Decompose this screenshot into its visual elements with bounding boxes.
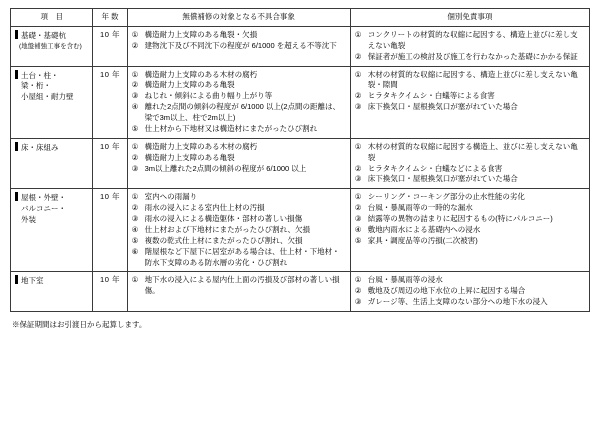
list-text: 室内への雨漏り [144, 192, 198, 202]
list-number: ③ [354, 102, 362, 112]
list-item [132, 247, 346, 269]
list-item [355, 225, 585, 236]
list-item [355, 214, 585, 225]
category-line: 床・床組み [15, 142, 88, 154]
category-line: 地下室 [15, 275, 88, 287]
list-text: 台風・暴風雨等の一時的な漏水 [367, 203, 473, 213]
list-number: ① [354, 275, 362, 285]
list-number: ① [131, 275, 139, 285]
list-item [355, 164, 585, 175]
list-text: 床下換気口・屋根換気口が塞がれていた場合 [367, 102, 518, 112]
list-text: 床下換気口・屋根換気口が塞がれていた場合 [367, 174, 518, 184]
list-number: ② [354, 163, 362, 173]
exclusions-list [355, 70, 585, 114]
list-text: 仕上材および下地材にまたがったひび割れ、欠損 [144, 224, 311, 234]
list-item [132, 124, 346, 135]
list-item [132, 153, 346, 164]
category-line: 梁・桁・ [21, 81, 51, 91]
list-item [132, 41, 346, 52]
row-defects-cell [127, 66, 350, 138]
list-item [132, 275, 346, 297]
list-text: ガレージ等、生活上支障のない部分への地下水の浸入 [367, 297, 548, 307]
table-row [11, 189, 590, 272]
column-header-defects: 無償補修の対象となる不具合事象 [127, 9, 350, 27]
list-text: 台風・暴風雨等の浸水 [367, 275, 443, 285]
list-item [355, 203, 585, 214]
list-number: ④ [354, 224, 362, 234]
category-line: バルコニー・ [21, 204, 66, 214]
list-number: ② [131, 40, 139, 50]
list-item [355, 52, 585, 63]
row-category-cell [11, 26, 93, 66]
list-text: 建物沈下及び不同沈下の程度が 6/1000 を超える不等沈下 [144, 40, 337, 50]
list-item [132, 80, 346, 91]
list-text: 構造耐力上支障のある亀裂 [144, 80, 235, 90]
list-text: 敷地内雨水による基礎内への浸水 [367, 224, 481, 234]
row-exclusions-cell [350, 189, 589, 272]
list-text: 家具・調度品等の汚損(二次被害) [367, 235, 478, 245]
row-years-cell: 10 年 [93, 272, 127, 312]
list-number: ③ [354, 174, 362, 184]
list-item [132, 30, 346, 41]
list-text: 構造耐力上支障のある木材の腐朽 [144, 69, 258, 79]
list-item [355, 236, 585, 247]
list-text: ねじれ・傾斜による曲り幅り上がり等 [144, 91, 273, 101]
list-number: ② [131, 203, 139, 213]
list-text: 離れた2点間の傾斜の程度が 6/1000 以上(2点間の距離は、梁で3m以上、柱で2m以上) [144, 102, 341, 122]
category-line: 屋根・外壁・ [15, 192, 88, 204]
category-line: 土台・柱・ [15, 70, 88, 82]
exclusions-list [355, 192, 585, 246]
column-header-years: 年 数 [93, 9, 127, 27]
row-years-cell: 10 年 [93, 189, 127, 272]
list-number: ① [354, 29, 362, 39]
list-number: ① [354, 192, 362, 202]
category-line: 小屋組・耐力壁 [21, 92, 74, 102]
list-text: シーリング・コーキング部分の止水性能の劣化 [367, 192, 525, 202]
list-text: 木材の材質的な収縮に起因する構造上、並びに差し支えない亀裂 [367, 141, 578, 162]
list-item [355, 192, 585, 203]
row-category-cell [11, 189, 93, 272]
defects-list [132, 142, 346, 175]
list-number: ② [354, 91, 362, 101]
table-header [11, 9, 590, 27]
list-text: 敷地及び周辺の地下水位の上昇に起因する場合 [367, 286, 526, 296]
row-category-cell [11, 66, 93, 138]
list-text: 3m以上離れた2点間の傾斜の程度が 6/1000 以上 [144, 163, 307, 173]
list-text: 木材の材質的な収縮に起因する、構造上並びに差し支えない亀裂・隙間 [367, 69, 578, 90]
row-defects-cell [127, 189, 350, 272]
list-number: ① [131, 192, 139, 202]
list-text: 仕上材から下地材又は構造材にまたがったひび割れ [144, 123, 318, 133]
list-number: ① [354, 69, 362, 79]
list-number: ③ [131, 91, 139, 101]
list-item [355, 70, 585, 92]
row-defects-cell [127, 272, 350, 312]
row-category-cell [11, 272, 93, 312]
category-note: (地盤補強工事を含む) [19, 42, 82, 50]
list-number: ⑤ [131, 123, 139, 133]
list-number: ② [354, 203, 362, 213]
list-number: ④ [131, 102, 139, 112]
list-text: 雨水の浸入による構造躯体・部材の著しい損傷 [144, 214, 303, 223]
list-item [132, 164, 346, 175]
list-number: ④ [131, 224, 139, 234]
footnote: ※保証期間はお引渡日から起算します。 [12, 320, 147, 329]
list-number: ③ [354, 214, 362, 223]
list-item [355, 174, 585, 185]
list-text: コンクリートの材質的な収縮に起因する、構造上並びに差し支えない亀裂 [367, 29, 578, 50]
table-row [11, 26, 590, 66]
list-text: 階屋根など下屋下に居室がある場合は、仕上材・下地材・防水下支障のある防水層の劣化・ひび割れ [144, 246, 340, 267]
list-item [355, 275, 585, 286]
category-line: 基礎・基礎杭 [15, 30, 88, 42]
row-years-cell: 10 年 [93, 138, 127, 189]
exclusions-list [355, 142, 585, 186]
defects-list [132, 70, 346, 135]
list-number: ③ [131, 163, 139, 173]
list-number: ② [354, 51, 362, 61]
list-item [355, 297, 585, 308]
list-text: 結露等の異物の詰まりに起因するもの(特にパルコニー) [367, 214, 553, 223]
list-item [355, 91, 585, 102]
list-item [132, 203, 346, 214]
list-text: 雨水の浸入による室内仕上材の汚損 [144, 203, 265, 213]
list-number: ③ [131, 214, 139, 223]
list-item [132, 214, 346, 225]
list-item [355, 30, 585, 52]
list-item [355, 142, 585, 164]
list-item [132, 225, 346, 236]
list-number: ① [354, 141, 362, 151]
table-header-row [11, 9, 590, 27]
list-item [132, 236, 346, 247]
row-exclusions-cell [350, 66, 589, 138]
table-row [11, 66, 590, 138]
list-number: ② [354, 286, 362, 296]
list-number: ① [131, 29, 139, 39]
list-text: 構造耐力上支障のある亀裂・欠損 [144, 29, 258, 39]
row-exclusions-cell [350, 26, 589, 66]
defects-list [132, 30, 346, 52]
list-text: ヒラタキクイムシ・白蟻などによる食害 [367, 163, 503, 173]
category-line: 外装 [21, 215, 36, 224]
list-item [132, 102, 346, 124]
column-header-category: 項 目 [11, 9, 93, 27]
list-item [132, 91, 346, 102]
defects-list [132, 275, 346, 297]
table-row [11, 138, 590, 189]
list-text: 構造耐力上支障のある亀裂 [144, 152, 235, 162]
row-exclusions-cell [350, 272, 589, 312]
list-item [132, 70, 346, 81]
list-number: ⑥ [131, 246, 139, 256]
list-number: ③ [354, 297, 362, 307]
exclusions-list [355, 30, 585, 63]
list-number: ⑤ [131, 235, 139, 245]
list-number: ⑤ [354, 235, 362, 245]
list-number: ② [131, 80, 139, 90]
list-item [355, 286, 585, 297]
list-text: 保証者が施工の検討及び施工を行わなかった基礎にかかる保証 [367, 51, 578, 61]
defects-list [132, 192, 346, 268]
exclusions-list [355, 275, 585, 308]
row-years-cell: 10 年 [93, 66, 127, 138]
list-item [355, 102, 585, 113]
list-item [132, 142, 346, 153]
list-text: 構造耐力上支障のある木材の腐朽 [144, 141, 258, 151]
row-defects-cell [127, 138, 350, 189]
list-number: ① [131, 69, 139, 79]
row-defects-cell [127, 26, 350, 66]
column-header-exclusions: 個別免責事項 [350, 9, 589, 27]
table-body [11, 26, 590, 311]
table-row [11, 272, 590, 312]
list-item [132, 192, 346, 203]
list-text: 地下水の浸入による屋内仕上面の汚損及び部材の著しい損傷。 [144, 275, 340, 296]
row-years-cell: 10 年 [93, 26, 127, 66]
row-exclusions-cell [350, 138, 589, 189]
list-number: ② [131, 152, 139, 162]
list-text: 複数の乾式仕上材にまたがったひび割れ、欠損 [144, 235, 303, 245]
list-text: ヒラタキクイムシ・白蟻等による食害 [367, 91, 495, 101]
warranty-table [10, 8, 590, 312]
row-category-cell [11, 138, 93, 189]
list-number: ① [131, 141, 139, 151]
